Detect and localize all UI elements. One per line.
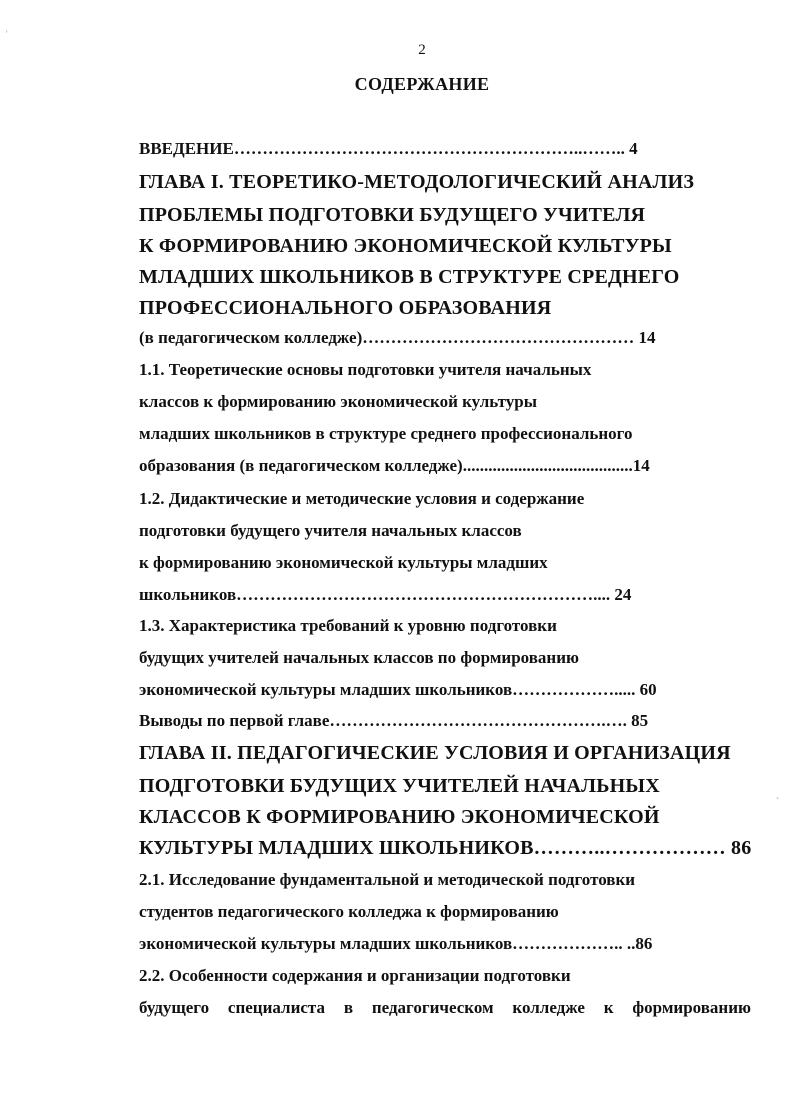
toc-section-2-1-line-2: студентов педагогического колледжа к формированию <box>139 902 559 921</box>
toc-section-2-1-line-1: 2.1. Исследование фундаментальной и методической подготовки <box>139 870 636 889</box>
toc-section-1-3-line-2: будущих учителей начальных классов по формированию <box>139 648 579 667</box>
toc-entry-introduction: ВВЕДЕНИЕ……………………………………………………..…….. 4 <box>139 139 638 158</box>
toc-chapter-1-title-line-5: ПРОФЕССИОНАЛЬНОГО ОБРАЗОВАНИЯ <box>139 297 552 319</box>
toc-section-1-2-line-2: подготовки будущего учителя начальных классов <box>139 521 522 540</box>
toc-chapter-1-title-line-4: МЛАДШИХ ШКОЛЬНИКОВ В СТРУКТУРЕ СРЕДНЕГО <box>139 266 680 288</box>
toc-entry-chapter-1-conclusions: Выводы по первой главе………………………………………….…. 85 <box>139 711 649 730</box>
toc-chapter-2-title-line-4: КУЛЬТУРЫ МЛАДШИХ ШКОЛЬНИКОВ………..……………… 86 <box>139 837 752 859</box>
page-title: СОДЕРЖАНИЕ <box>354 74 490 94</box>
toc-section-1-2-line-3: к формированию экономической культуры младших <box>139 553 548 572</box>
toc-section-1-1-line-2: классов к формированию экономической культуры <box>139 392 537 411</box>
toc-chapter-1-title-line-1: ГЛАВА I. ТЕОРЕТИКО-МЕТОДОЛОГИЧЕСКИЙ АНАЛИЗ <box>139 171 695 193</box>
toc-section-1-1-line-4: образования (в педагогическом колледже)........................................14 <box>139 456 650 475</box>
toc-section-2-1-line-3: экономической культуры младших школьников……………….. ..86 <box>139 934 653 953</box>
scan-speck: ʾ <box>5 30 9 41</box>
toc-section-1-2-line-1: 1.2. Дидактические и методические условия и содержание <box>139 489 585 508</box>
page-number: 2 <box>418 42 426 58</box>
toc-chapter-2-title-line-2: ПОДГОТОВКИ БУДУЩИХ УЧИТЕЛЕЙ НАЧАЛЬНЫХ <box>139 775 660 797</box>
toc-section-1-3-line-1: 1.3. Характеристика требований к уровню подготовки <box>139 616 557 635</box>
scan-speck: ˋ <box>776 797 780 808</box>
toc-chapter-2-title-line-3: КЛАССОВ К ФОРМИРОВАНИЮ ЭКОНОМИЧЕСКОЙ <box>139 806 660 828</box>
toc-section-1-1-line-3: младших школьников в структуре среднего профессионального <box>139 424 633 443</box>
toc-chapter-1-title-line-6: (в педагогическом колледже)………………………………………… 14 <box>139 328 656 347</box>
toc-section-1-1-line-1: 1.1. Теоретические основы подготовки учителя начальных <box>139 360 592 379</box>
toc-section-1-2-line-4: школьников……………………………………………………….... 24 <box>139 585 632 604</box>
toc-chapter-1-title-line-3: К ФОРМИРОВАНИЮ ЭКОНОМИЧЕСКОЙ КУЛЬТУРЫ <box>139 235 672 257</box>
toc-section-1-3-line-3: экономической культуры младших школьников………………..... 60 <box>139 680 657 699</box>
toc-section-2-2-line-1: 2.2. Особенности содержания и организации подготовки <box>139 966 571 985</box>
toc-chapter-1-title-line-2: ПРОБЛЕМЫ ПОДГОТОВКИ БУДУЩЕГО УЧИТЕЛЯ <box>139 204 646 226</box>
toc-section-2-2-line-2: будущего специалиста в педагогическом колледже к формированию <box>139 998 751 1017</box>
toc-chapter-2-title-line-1: ГЛАВА II. ПЕДАГОГИЧЕСКИЕ УСЛОВИЯ И ОРГАНИЗАЦИЯ <box>139 742 731 764</box>
